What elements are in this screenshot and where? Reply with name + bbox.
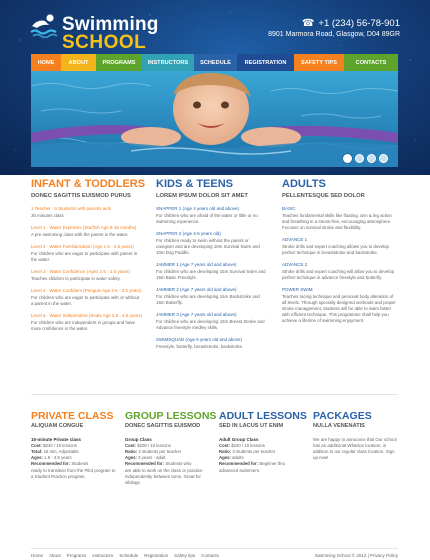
block-line-value: $200 / 10 lessons [137,443,171,448]
footer-link-home[interactable]: Home [31,553,44,558]
nav-registration[interactable]: REGISTRATION [237,54,294,71]
footer-divider [31,548,398,549]
entry-title: POWER SWIM [282,287,313,292]
column-adults [282,178,398,324]
entry-title: Level 1 · Water Explorers (Starfish Age 6-18 months) [31,225,137,230]
slider-dot[interactable] [379,154,388,163]
address: 8901 Marmora Road, Glasgow, D04 89GR [268,31,400,38]
slider-dot[interactable] [355,154,364,163]
phone-number[interactable] [302,18,400,29]
logo-subtitle: SCHOOL [62,32,147,53]
block-heading: Group Class [125,437,152,442]
block-line-value: 1.5 - 4.5 years [44,455,72,460]
entry-text: Teaches fundamental skills like floating, arm & leg action and breathing in a stress-free, encouraging atmosphere. Focuses on survival stroke and flexibility. [282,213,392,230]
column-kids-teens [156,178,266,350]
footer-link-schedule[interactable]: Schedule [119,553,139,558]
block-line-key: Total: [31,449,43,454]
entry-text: For children who are developing 15m Backstroke and 15m Butterfly. [156,294,260,305]
block-packages [313,410,398,461]
block-line-key: Ages: [31,455,43,460]
entry-text: For children who are independent in groups and have more confidence in the water. [31,320,135,331]
block-subtitle: NULLA VENENATIS [313,423,365,429]
block-adult-lessons [219,410,307,474]
block-line-value: adults [232,455,244,460]
block-line-key: Recommended for: [31,461,71,466]
block-line-key: Ratio: [125,449,138,454]
phone-icon: ☎ [301,18,315,29]
block-title: PRIVATE CLASS [31,410,114,422]
block-line-key: Recommended for: [219,461,259,466]
entry-title: Level 4 · Water Confident (Penguin Age 2.5 - 3.5 years) [31,288,142,293]
block-line-value: Students [71,461,89,466]
phone-text: +1 (234) 56-78-901 [318,18,400,29]
block-line-key: Ages: [125,455,137,460]
entry-text: For children who are afraid of the water or little or no swimming experience. [156,213,258,224]
block-line-value: $240 / 10 lessons [43,443,77,448]
entry-title: SWIMSQUAD (Age 5 years old and above) [156,337,243,342]
copyright: Swimming School © 2012 | Privacy Policy [314,553,398,558]
block-title: GROUP LESSONS [125,410,217,422]
block-line-value: 3 students per teacher [232,449,276,454]
footer [0,553,430,560]
section-divider [31,394,398,395]
footer-link-registration[interactable]: Registration [144,553,169,558]
block-subtitle: DONEC SAGITTIS EUISMOD [125,423,201,429]
footer-nav [31,553,219,558]
block-text: advanced swimmers. [219,468,261,473]
block-line [31,461,116,467]
block-line [219,461,307,467]
block-line-value: 3 years - adult [138,455,166,460]
entry-title: SNAPPER 1 (Age 4 years old and above) [156,206,240,211]
nav-programs[interactable]: PROGRAMS [96,54,142,71]
entry-title: Level 3 · Water Confidence (Ages 2.5 - 3.5 years) [31,269,130,274]
column-subtitle: LOREM IPSUM DOLOR SIT AMET [156,193,248,199]
slider-dot[interactable] [343,154,352,163]
block-line-key: Recommended for: [125,461,165,466]
entry-text: For children who are developing 15m Survival Swim and 15m Basic Freestyle. [156,269,266,280]
nav-about[interactable]: ABOUT [61,54,96,71]
entry-title: JAMMER 3 (Age 7 years old and above) [156,312,237,317]
block-line-value: 15 min, Adjustable [43,449,79,454]
hero-image [31,71,398,167]
block-line-key: Cost: [31,443,42,448]
swimmer-icon [30,12,58,38]
block-line-value: 3 students per teacher [138,449,182,454]
entry-text: 30 minutes class [31,213,64,218]
entry-title: ADVANCE 2 [282,262,308,267]
column-subtitle: PELLENTESQUE SED DOLOR [282,193,365,199]
slider-dot[interactable] [367,154,376,163]
block-group-lessons [125,410,217,486]
block-line [125,461,210,467]
entry-title: SNAPPER 2 (Age 4-6 years old) [156,231,221,236]
block-text: ready to transition from the Pilot program to a Student Practice program. [31,468,116,479]
block-text: are able to work on the class or practice independently between turns. Great for siblings. [125,468,203,485]
entry-title: 1 Teacher : 6 Students with parents aids [31,206,111,211]
block-heading: 15-minute Private class [31,437,82,442]
footer-link-safety-tips[interactable]: Safety tips [174,553,196,558]
footer-link-contacts[interactable]: Contacts [201,553,219,558]
block-heading: Adult Group Class [219,437,259,442]
logo-title: Swimming [62,14,159,35]
column-title: KIDS & TEENS [156,178,234,190]
entry-text: For children who are developing 15m Breast Stroke and Advance freestyle medley skills. [156,319,265,330]
entry-text: For children ready to swim without the parent or caregiver and are developing 10m Survival Swim and 10m Dog Paddle. [156,238,260,255]
block-subtitle: SED IN LACUS UT ENIM [219,423,284,429]
block-line-key: Cost: [125,443,136,448]
entry-title: Level 5 · Water Independent (Seals Age 3.5 - 4.5 years) [31,313,143,318]
block-line-value: Students who [165,461,192,466]
column-subtitle: DONEC SAGITTIS EUISMOD PURUS [31,193,131,199]
column-title: ADULTS [282,178,326,190]
nav-safety-tips[interactable]: SAFETY TIPS [294,54,344,71]
nav-schedule[interactable]: SCHEDULE [194,54,237,71]
entry-text: For children who are eager to participate with parent in the water. [31,251,138,262]
column-title: INFANT & TODDLERS [31,178,146,190]
block-private-class [31,410,116,480]
block-title: ADULT LESSONS [219,410,307,422]
main-nav [31,54,398,71]
block-line-value: Beginner thru [259,461,286,466]
column-infant-toddlers [31,178,146,332]
entry-text: Stroke drills and expert coaching allows you to develop perfect technique in breaststroke and backstroke. [282,244,389,255]
slider-pagination [343,154,388,163]
block-line-value: $240 / 10 lessons [231,443,265,448]
footer-link-programs[interactable]: Programs [66,553,87,558]
entry-title: JAMMER 2 (Age 7 years old and above) [156,287,237,292]
entry-text: Stroke drills and expert coaching will allow you to develop perfect technique in advance freestyle and butterfly. [282,269,395,280]
hero-slider[interactable] [31,71,398,167]
entry-text: Freestyle, butterfly, breaststroke, backstroke. [156,344,244,349]
entry-text: For children who are eager to participate with or without a parent in the water. [31,295,140,306]
entry-text: A pre-swimming class with the parent in the water. [31,232,129,237]
block-line-key: Ages: [219,455,231,460]
block-title: PACKAGES [313,410,372,422]
footer-link-instructors[interactable]: Instructors [92,553,114,558]
entry-title: BASIC [282,206,296,211]
footer-link-about[interactable]: About [49,553,61,558]
block-text: We are happy to announce that Our school has an additional Wharton location, in addition to our regular class location. Sign up now! [313,437,397,460]
block-subtitle: ALIQUAM CONGUE [31,423,84,429]
nav-contacts[interactable]: CONTACTS [344,54,398,71]
nav-home[interactable]: HOME [31,54,61,71]
block-line-key: Ratio: [219,449,232,454]
entry-title: ADVANCE 1 [282,237,308,242]
entry-title: Level 2 · Water Familiarization (Age 1.5 - 2.5 years) [31,244,134,249]
entry-title: JAMMER 1 (Age 7 years old and above) [156,262,237,267]
entry-text: Teaches racing technique and personal body alteration of all levels. Through specially designed workouts and proper stroke management, students will be able to swim faster with efficient technique. This programme shall help you achieve a lifetime of swimming enjoyment. [282,294,396,323]
nav-instructors[interactable]: INSTRUCTORS [142,54,194,71]
block-line-key: Cost: [219,443,230,448]
entry-text: Teaches children to participate in water safety. [31,276,121,281]
